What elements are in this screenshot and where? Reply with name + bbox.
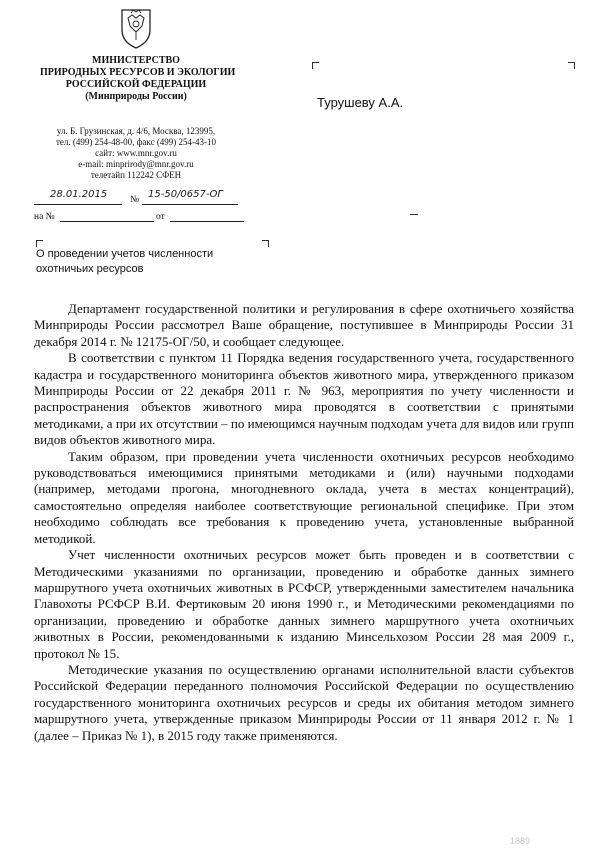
number-label: № xyxy=(130,195,140,205)
ref-number-underline xyxy=(60,210,154,222)
ref-from-label: от xyxy=(156,212,165,222)
letter-subject xyxy=(36,247,266,277)
body-paragraph: В соответствии с пунктом 11 Порядка ведения государственного учета, государственного кадастра и государственного мониторинга объектов животного мира, утвержденного приказом Минприроды России от 22 декабря 2011 г. № 963, мероприятия по учету численности и распространения объектов животного мира проводятся в соответствии с принятыми методиками, а при их отсутствии – по имеющимся научным подходам учета для видов или групп видов объектов животного мира. xyxy=(34,350,574,448)
subject-line: О проведении учетов численности xyxy=(36,248,214,260)
page-stamp: 1889 xyxy=(510,836,531,846)
address-corner-mark xyxy=(568,62,575,69)
contact-line: сайт: www.mnr.gov.ru xyxy=(95,148,177,158)
body-paragraph: Департамент государственной политики и регулирования в сфере охотничьего хозяйства Минприроды России рассмотрел Ваше обращение, поступившее в Минприроды России 31 декабря 2014 г. № 12175-ОГ/50, и сообщает следующее. xyxy=(34,301,574,349)
ministry-contacts xyxy=(40,126,232,181)
ministry-name xyxy=(40,55,236,103)
subject-corner-mark xyxy=(36,240,43,247)
ref-date-underline xyxy=(170,210,244,222)
contact-line: e-mail: minprirody@mnr.gov.ru xyxy=(78,159,194,169)
contact-line: ул. Б. Грузинская, д. 4/6, Москва, 123995, xyxy=(56,126,216,136)
handwritten-number: 15-50/0657-ОГ xyxy=(148,189,223,200)
contact-line: тел. (499) 254-48-00, факс (499) 254-43-10 xyxy=(55,137,217,147)
org-line: (Минприроды России) xyxy=(85,91,187,102)
addressee-name: Турушеву А.А. xyxy=(317,95,404,110)
body-paragraph: Учет численности охотничьих ресурсов может быть проведен и в соответствии с Методическими указаниями по организации, проведению и обработке данных зимнего маршрутного учета охотничьих животных в РСФСР, утвержденными заместителем начальника Главохоты РСФСР В.И. Фертиковым 20 июня 1990 г., и Методическими рекомендациями по организации, проведению и обработке данных зимнего маршрутного учета охотничьих животных в России, рекомендованными к изданию Минсельхозом России 28 мая 2009 г., протокол № 15. xyxy=(34,547,574,661)
body-paragraph: Таким образом, при проведении учета численности охотничьих ресурсов необходимо руководствоваться имеющимися принятыми методиками и (или) научными подходами (например, методами прогона, многодневного оклада, учета в местах концентраций), самостоятельно определяя наиболее соответствующие региональной специфике. При этом необходимо соблюдать все требования к проведению учета, установленные выбранной методикой. xyxy=(34,448,574,546)
registration-line xyxy=(34,189,244,207)
org-line: РОССИЙСКОЙ ФЕДЕРАЦИИ xyxy=(65,79,207,90)
address-corner-mark xyxy=(312,62,319,69)
org-line: ПРИРОДНЫХ РЕСУРСОВ И ЭКОЛОГИИ xyxy=(40,67,236,78)
address-dash-mark xyxy=(410,214,418,215)
subject-corner-mark xyxy=(262,240,269,247)
org-line: МИНИСТЕРСТВО xyxy=(92,55,180,66)
letter-body xyxy=(34,301,574,744)
subject-line: охотничьих ресурсов xyxy=(36,263,144,275)
handwritten-date: 28.01.2015 xyxy=(50,189,108,200)
reference-line xyxy=(34,210,244,224)
contact-line: телетайп 112242 СФЕН xyxy=(90,170,182,180)
ref-prefix: на № xyxy=(34,212,55,222)
coat-of-arms-emblem xyxy=(118,6,154,50)
body-paragraph: Методические указания по осуществлению органами исполнительной власти субъектов Российской Федерации переданного полномочия Российской Федерации по осуществлению государственного мониторинга охотничьих ресурсов и среды их обитания методом зимнего маршрутного учета, утвержденные приказом Минприроды России от 11 января 2012 г. № 1 (далее – Приказ № 1), в 2015 году также применяются. xyxy=(34,661,574,743)
